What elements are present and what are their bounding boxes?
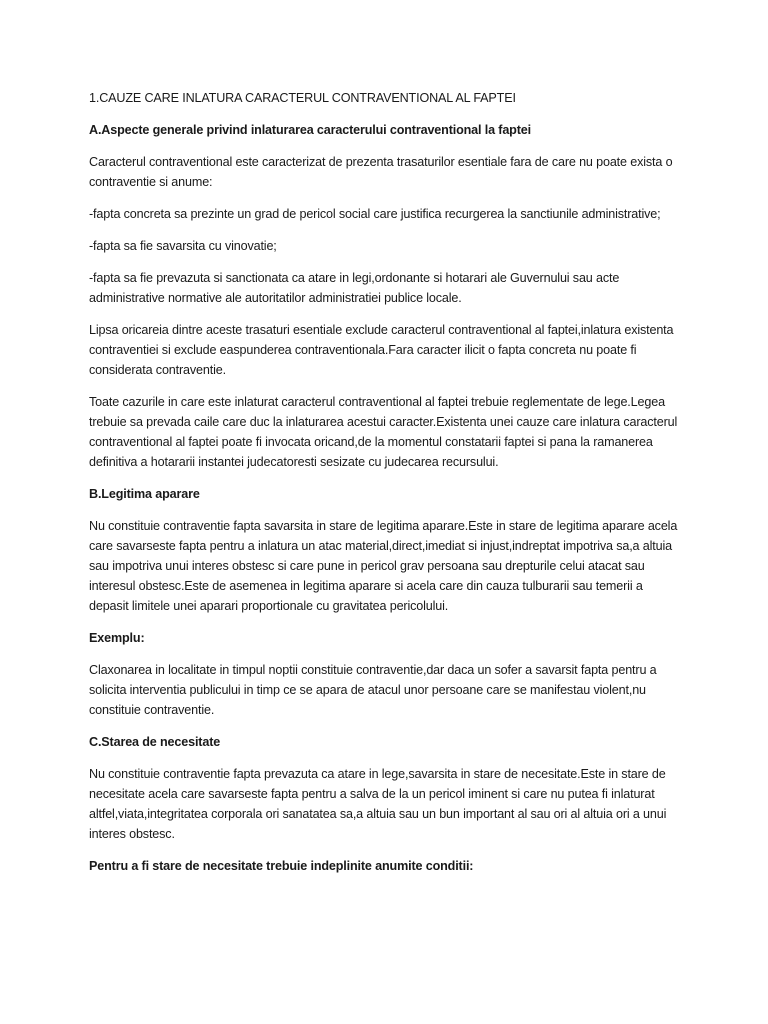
paragraph-conditions: Pentru a fi stare de necesitate trebuie indeplinite anumite conditii: xyxy=(89,859,474,873)
section-b-heading: B.Legitima aparare xyxy=(89,487,200,501)
paragraph: -fapta concreta sa prezinte un grad de pericol social care justifica recurgerea la sanctiunile administrative; xyxy=(89,207,661,221)
example-heading: Exemplu: xyxy=(89,631,145,645)
paragraph: Caracterul contraventional este caracterizat de prezenta trasaturilor esentiale fara de care nu poate exista o contraventie si anume: xyxy=(89,155,673,189)
section-c-heading: C.Starea de necesitate xyxy=(89,735,221,749)
paragraph: -fapta sa fie savarsita cu vinovatie; xyxy=(89,239,277,253)
paragraph: -fapta sa fie prevazuta si sanctionata ca atare in legi,ordonante si hotarari ale Guvernului sau acte administrative normative ale autoritatilor administratiei publice locale. xyxy=(89,271,620,305)
document-title: 1.CAUZE CARE INLATURA CARACTERUL CONTRAVENTIONAL AL FAPTEI xyxy=(89,91,516,105)
paragraph: Nu constituie contraventie fapta savarsita in stare de legitima aparare.Este in stare de legitima aparare acela care savarseste fapta pentru a inlatura un atac material,direct,imediat si injust,indreptat impotriva sa,a altuia sau impotriva unui interes obstesc si care pune in pericol grav persoana sau drepturile celui atacat sau interesul obstesc.Este de asemenea in legitima aparare si acela care din cauza tulburarii sau temerii a depasit limitele unei aparari proportionale cu gravitatea pericolului. xyxy=(89,519,678,613)
paragraph: Claxonarea in localitate in timpul noptii constituie contraventie,dar daca un sofer a savarsit fapta pentru a solicita interventia publicului in timp ce se apara de atacul unor persoane care se manifestau violent,nu constituie contraventie. xyxy=(89,663,657,717)
section-a-heading: A.Aspecte generale privind inlaturarea caracterului contraventional la faptei xyxy=(89,123,531,137)
document-body xyxy=(89,88,685,888)
paragraph: Lipsa oricareia dintre aceste trasaturi esentiale exclude caracterul contraventional al faptei,inlatura existenta contraventiei si exclude easpunderea contraventionala.Fara caracter ilicit o fapta concreta nu poate fi considerata contraventie. xyxy=(89,323,674,377)
paragraph: Toate cazurile in care este inlaturat caracterul contraventional al faptei trebuie reglementate de lege.Legea trebuie sa prevada caile care duc la inlaturarea acestui caracter.Existenta unei cauze care inlatura caracterul contraventional al faptei poate fi invocata oricand,de la momentul constatarii faptei si pana la ramanerea definitiva a hotararii instantei judecatoresti sesizate cu judecarea recursului. xyxy=(89,395,678,469)
paragraph: Nu constituie contraventie fapta prevazuta ca atare in lege,savarsita in stare de necesitate.Este in stare de necesitate acela care savarseste fapta pentru a salva de la un pericol iminent si care nu putea fi inlaturat altfel,viata,integritatea corporala ori sanatatea sa,a altuia sau un bun important al sau ori al altuia ori a unui interes obstesc. xyxy=(89,767,667,841)
